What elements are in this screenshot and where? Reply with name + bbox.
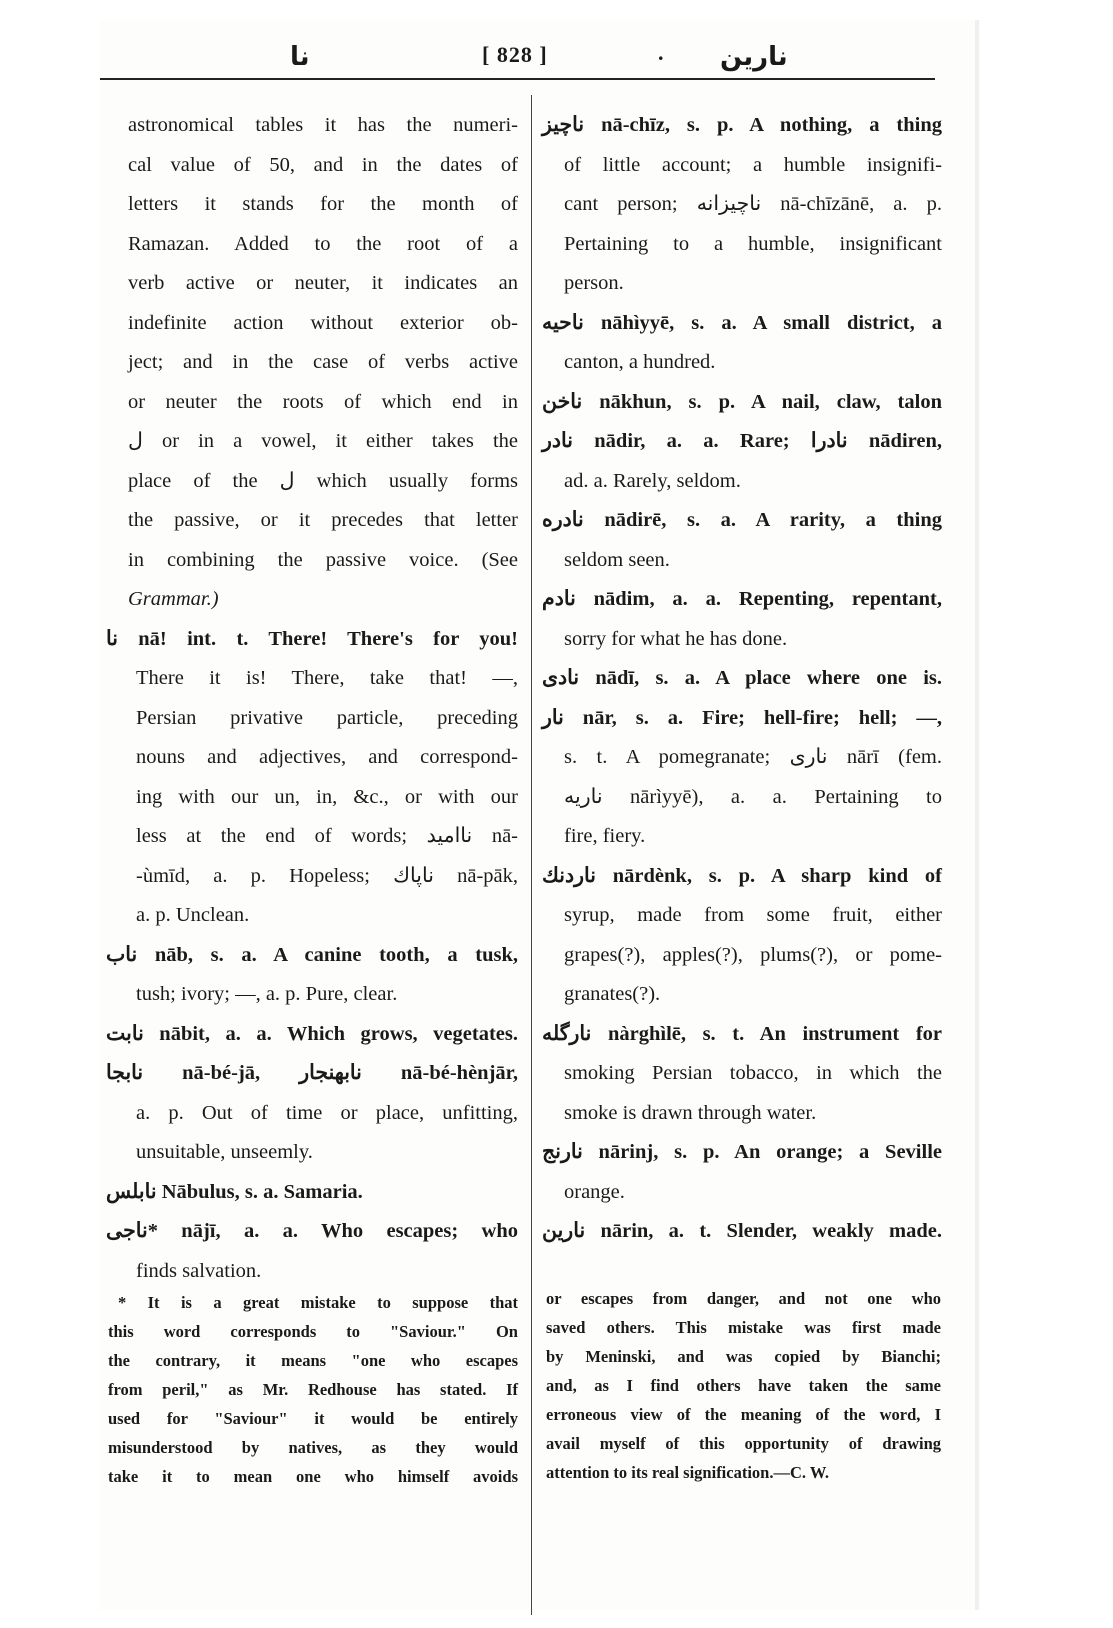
left-line: unsuitable, unseemly. [136,1141,313,1163]
footnote-line: this word corresponds to "Saviour." On [108,1322,518,1341]
footnote-line: misunderstood by natives, as they would [108,1438,518,1457]
left-line: less at the end of words; ناامید nā- [136,825,518,847]
left-line: letters it stands for the month of [128,193,518,215]
footnote-line: * It is a great mistake to suppose that [118,1293,518,1312]
right-line: cant person; ناچیزانه nā-chīzānē, a. p. [564,193,942,215]
entry-headline: نارين nārin, a. t. Slender, weakly made. [542,1220,942,1242]
left-line: in combining the passive voice. (See [128,548,518,571]
left-line: cal value of 50, and in the dates of [128,153,518,176]
right-line: syrup, made from some fruit, either [564,904,942,926]
footnote-line: or escapes from danger, and not one who [546,1289,941,1308]
right-line: canton, a hundred. [564,351,716,373]
entry-headline: نارنج nārinj, s. p. An orange; a Seville [542,1141,942,1163]
right-line: seldom seen. [564,548,670,571]
left-line: ل or in a vowel, it either takes the [128,430,518,452]
left-line: the passive, or it precedes that letter [128,509,518,531]
left-line: a. p. Out of time or place, unfitting, [136,1101,518,1124]
footnote-line: take it to mean one who himself avoids [108,1467,518,1486]
left-line: tush; ivory; —, a. p. Pure, clear. [136,983,398,1005]
left-line: a. p. Unclean. [136,904,250,926]
right-line: fire, fiery. [564,825,646,847]
footnote-line: used for "Saviour" it would be entirely [108,1409,518,1428]
header-right-arabic: نارين [720,42,788,72]
left-line: ing with our un, in, &c., or with our [136,785,518,808]
footnote-right [546,1284,941,1487]
left-line: Grammar.) [128,588,219,610]
footnote-line: the contrary, it means "one who escapes [108,1351,518,1370]
footnote-line: avail myself of this opportunity of drawing [546,1434,941,1453]
right-column [542,106,942,1252]
entry-headline: نادر nādir, a. a. Rare; نادرا nādiren, [542,430,942,452]
footnote-line: from peril," as Mr. Redhouse has stated. If [108,1380,518,1399]
left-line: indefinite action without exterior ob- [128,311,518,334]
entry-headline: ناحیه nāhìyyē, s. a. A small district, a [542,311,942,334]
entry-headline: ناچیز nā-chīz, s. p. A nothing, a thing [542,114,942,136]
right-line: smoking Persian tobacco, in which the [564,1062,942,1084]
right-line: sorry for what he has done. [564,627,788,650]
footnote-left [108,1288,518,1491]
header-left-arabic: نا [290,42,310,72]
footnote-line: by Meninski, and was copied by Bianchi; [546,1347,941,1366]
entry-headline: نادره nādirē, s. a. A rarity, a thing [542,509,942,531]
page-edge-shadow [975,20,979,1610]
dictionary-page [100,20,980,1610]
left-line: astronomical tables it has the numeri- [128,114,518,136]
entry-headline: ناجی* nājī, a. a. Who escapes; who [106,1220,518,1242]
right-line: granates(?). [564,983,661,1005]
left-line: verb active or neuter, it indicates an [128,272,518,294]
header-rule [100,78,935,80]
right-line: smoke is drawn through water. [564,1101,817,1124]
right-line: person. [564,272,624,294]
left-line: -ùmīd, a. p. Hopeless; ناپاك nā-pāk, [136,864,518,887]
column-divider [531,95,532,1615]
left-column [106,106,518,1291]
right-line: ad. a. Rarely, seldom. [564,469,741,492]
entry-headline: ناردنك nārdènk, s. p. A sharp kind of [542,864,942,887]
left-line: finds salvation. [136,1259,262,1282]
footnote-line: attention to its real signification.—C. W. [546,1463,829,1482]
footnote-line: erroneous view of the meaning of the word, I [546,1405,941,1424]
entry-headline: ناب nāb, s. a. A canine tooth, a tusk, [106,943,518,966]
entry-headline: ناخن nākhun, s. p. A nail, claw, talon [542,390,942,413]
left-line: or neuter the roots of which end in [128,390,518,413]
entry-headline: نارگله nàrghìlē, s. t. An instrument for [542,1022,942,1045]
left-line: Persian privative particle, preceding [136,706,518,729]
header-dot: . [658,40,664,65]
entry-headline: نادی nādī, s. a. A place where one is. [542,667,942,689]
running-header [100,38,980,78]
right-line: s. t. A pomegranate; ناری nārī (fem. [564,746,942,768]
footnote-line: and, as I find others have taken the same [546,1376,941,1395]
entry-headline: نار nār, s. a. Fire; hell-fire; hell; —, [542,706,942,729]
right-line: ناریه nārìyyē), a. a. Pertaining to [564,785,942,808]
left-line: There it is! There, take that! —, [136,667,518,689]
left-line: nouns and adjectives, and correspond- [136,746,518,768]
entry-headline: نا nā! int. t. There! There's for you! [106,627,518,650]
right-line: orange. [564,1180,625,1203]
right-line: Pertaining to a humble, insignificant [564,232,942,255]
page-number: [ 828 ] [482,42,548,67]
entry-headline: نابلس Nābulus, s. a. Samaria. [106,1180,363,1203]
entry-headline: نادم nādim, a. a. Repenting, repentant, [542,588,942,610]
footnote-line: saved others. This mistake was first made [546,1318,941,1337]
left-line: ject; and in the case of verbs active [128,351,518,373]
entry-headline: نابجا nā-bé-jā, نابهنجار nā-bé-hènjār, [106,1062,518,1084]
entry-headline: نابت nābit, a. a. Which grows, vegetates. [106,1022,518,1045]
left-line: Ramazan. Added to the root of a [128,232,518,255]
right-line: of little account; a humble insignifi- [564,153,942,176]
left-line: place of the ل which usually forms [128,469,518,492]
right-line: grapes(?), apples(?), plums(?), or pome- [564,943,942,966]
